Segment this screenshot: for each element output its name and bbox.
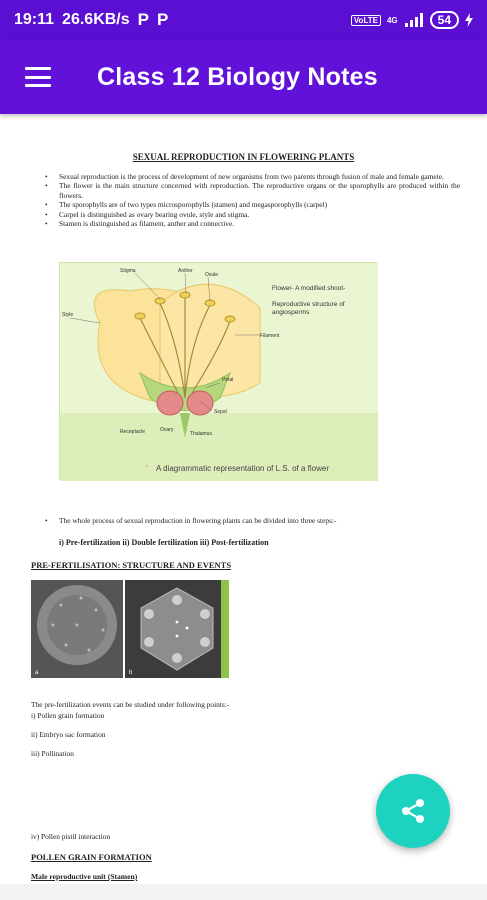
bullet-item: • The flower is the main structure concerned with reproduction. The reproductive organs or the sporophylls are produced within the flowers. (45, 181, 460, 200)
parking-notification-icon-2: P (156, 10, 169, 29)
male-reproductive-unit-title: Male reproductive unit (Stamen) (31, 872, 138, 881)
events-intro: The pre-fertilization events can be studied under following points:- (31, 700, 230, 709)
flower-ls-figure (59, 262, 377, 480)
app-bar (0, 40, 487, 114)
pre-fertilisation-title: PRE-FERTILISATION: STRUCTURE AND EVENTS (31, 560, 232, 570)
pollen-micrograph-a (31, 580, 123, 678)
status-time: 19:11 (14, 11, 55, 28)
app-title: Class 12 Biology Notes (97, 62, 378, 91)
bottom-strip (0, 884, 487, 900)
label-ovary: Ovary (160, 427, 174, 433)
label-style: Style (62, 312, 74, 318)
battery-icon: 54 (430, 11, 459, 29)
status-speed: 26.6KB/s (62, 11, 130, 28)
figure-caption: A diagrammatic representation of L.S. of a flower (156, 464, 329, 473)
event-item: ii) Embryo sac formation (31, 730, 106, 739)
fertilization-steps: i) Pre-fertilization ii) Double fertilization iii) Post-fertilization (59, 538, 269, 547)
pollen-micrograph-b (125, 580, 229, 678)
signal-icon (404, 13, 424, 27)
share-icon (399, 797, 427, 825)
bullet-item: • Sexual reproduction is the process of development of new organisms from two parents through fusion of male and female gamete. (45, 172, 460, 181)
figure-note-1: Flower- A modified shoot- (272, 285, 346, 292)
label-sepal: Sepal (214, 409, 227, 415)
label-filament: Filament (260, 333, 280, 339)
label-stigma: Stigma (120, 268, 136, 274)
caption-bullet: * (146, 465, 148, 471)
micrograph-label-a: a (35, 670, 39, 676)
event-item: iv) Pollen pistil interaction (31, 832, 111, 841)
document-heading: SEXUAL REPRODUCTION IN FLOWERING PLANTS (132, 152, 355, 162)
bullet-item: • Stamen is distinguished as filament, anther and connective. (45, 219, 460, 228)
figure-note-2: Reproductive structure of angiosperms (272, 301, 345, 316)
parking-notification-icon: P (137, 10, 149, 29)
status-bar (0, 0, 487, 40)
micrograph-label-b: b (129, 670, 133, 676)
label-ovule: Ovule (205, 272, 219, 278)
share-button[interactable] (376, 774, 450, 848)
volte-icon: VoLTE (351, 15, 381, 26)
intro-bullet-list (45, 172, 460, 228)
label-anther: Anther (178, 268, 193, 274)
network-type-label: 4G (386, 15, 398, 25)
bullet-item: • The sporophylls are of two types microsporophylls (stamen) and megasporophylls (carpel) (45, 200, 460, 209)
event-item: i) Pollen grain formation (31, 711, 105, 720)
charging-icon (465, 13, 473, 27)
label-thalamus: Thalamus (190, 431, 212, 437)
label-receptacle: Receptacle (120, 429, 146, 435)
pollen-grain-formation-title: POLLEN GRAIN FORMATION (31, 852, 152, 862)
hamburger-menu-icon[interactable] (25, 67, 51, 87)
event-item: iii) Pollination (31, 749, 74, 758)
bullet-item: • Carpel is distinguished as ovary bearing ovule, style and stigma. (45, 210, 460, 219)
label-petal: Petal (222, 377, 234, 383)
steps-intro-bullet: • The whole process of sexual reproduction in flowering plants can be divided into three steps:- (45, 516, 465, 525)
